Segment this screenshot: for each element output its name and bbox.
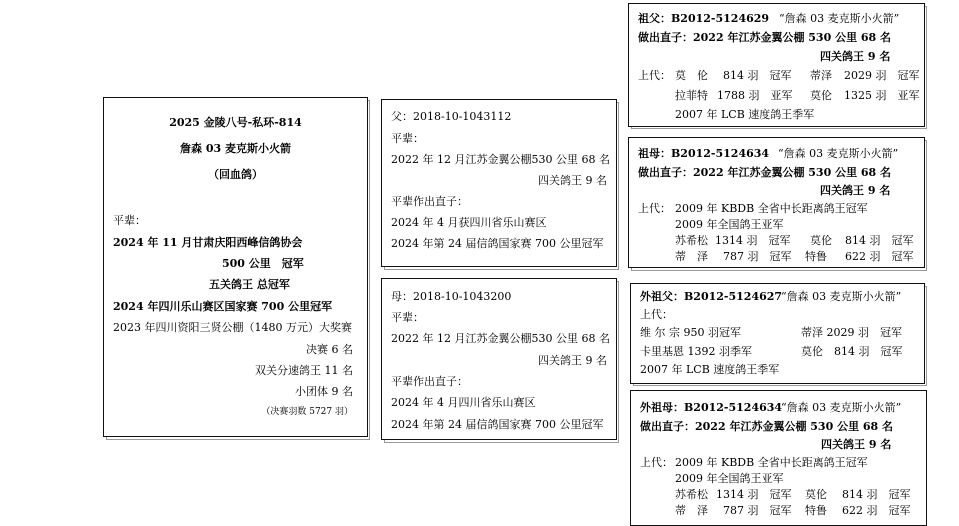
grandsire-ancestor: 拉菲特	[675, 89, 708, 102]
subject-extra: 小团体 9 名	[295, 385, 353, 398]
grandsire-ancestor: 2029 羽 冠军	[844, 69, 920, 82]
dam-child: 2024 年第 24 届信鸽国家赛 700 公里冠军	[391, 418, 604, 431]
subject-extra: 2023 年四川资阳三贤公棚（1480 万元）大奖赛	[113, 321, 352, 334]
maternal-granddam-child: 四关鸽王 9 名	[821, 438, 892, 451]
subject-note: （决赛羽数 5727 羽）	[261, 407, 353, 417]
sire-children-label: 平辈作出直子：	[391, 195, 468, 208]
sire-card	[381, 99, 617, 267]
grandsire-name: “詹森 03 麦克斯小火箭”	[779, 12, 900, 25]
maternal-granddam-ancestor: 787 羽 冠军	[723, 504, 792, 517]
granddam-ring: 祖母：B2012-5124634	[638, 147, 770, 160]
grandsire-ancestor: 1325 羽 亚军	[844, 89, 920, 102]
granddam-ancestor: 787 羽 冠军	[723, 250, 792, 263]
maternal-granddam-card	[630, 390, 927, 526]
sire-child: 2024 年 4 月获四川省乐山赛区	[391, 216, 547, 229]
maternal-grandsire-ancestor: 莫伦 814 羽 冠军	[801, 345, 903, 358]
grandsire-ancestor: 2007 年 LCB 速度鸽王季军	[675, 108, 815, 121]
maternal-grandsire-ancestor: 蒂泽 2029 羽 冠军	[801, 326, 902, 339]
grandsire-prefix: 上代：	[638, 69, 671, 82]
dam-children-label: 平辈作出直子：	[391, 375, 468, 388]
granddam-ancestor: 2009 年 KBDB 全省中长距离鸽王冠军	[675, 202, 868, 215]
maternal-grandsire-ancestor: 维 尔 宗 950 羽冠军	[640, 326, 741, 339]
sire-label: 平辈：	[391, 132, 424, 145]
subject-name: 詹森 03 麦克斯小火箭	[180, 142, 291, 155]
subject-win: 2024 年 11 月甘肃庆阳西峰信鸽协会	[113, 236, 303, 249]
dam-card	[381, 278, 617, 440]
maternal-grandsire-name: “詹森 03 麦克斯小火箭”	[781, 290, 902, 303]
maternal-granddam-ancestor: 2009 年 KBDB 全省中长距离鸽王冠军	[675, 456, 868, 469]
grandsire-child: 做出直子：2022 年江苏金翼公棚 530 公里 68 名	[638, 31, 892, 44]
sire-child: 2024 年第 24 届信鸽国家赛 700 公里冠军	[391, 237, 604, 250]
subject-ring: 2025 金陵八号-私环-814	[169, 116, 302, 129]
grandsire-ancestor: 莫 伦	[675, 69, 708, 82]
sire-line: 四关鸽王 9 名	[538, 174, 607, 187]
granddam-ancestor: 2009 年全国鸽王亚军	[675, 218, 784, 231]
sire-line: 2022 年 12 月江苏金翼公棚530 公里 68 名	[391, 153, 610, 166]
maternal-grandsire-ancestor: 2007 年 LCB 速度鸽王季军	[640, 363, 780, 376]
granddam-ancestor: 特鲁	[805, 250, 827, 263]
maternal-granddam-ring: 外祖母：B2012-5124634	[640, 401, 783, 414]
subject-win: 五关鸽王 总冠军	[209, 278, 290, 291]
maternal-grandsire-prefix: 上代：	[640, 308, 673, 321]
dam-line: 四关鸽王 9 名	[538, 354, 607, 367]
dam-line: 2022 年 12 月江苏金翼公棚530 公里 68 名	[391, 332, 610, 345]
sire-ring: 父：2018-10-1043112	[391, 110, 512, 123]
subject-win: 2024 年四川乐山赛区国家赛 700 公里冠军	[113, 300, 333, 313]
grandsire-card	[628, 3, 925, 127]
grandsire-ancestor: 莫伦	[810, 89, 832, 102]
subject-extra: 双关分速鸽王 11 名	[255, 364, 353, 377]
subject-type: （回血鸽）	[208, 168, 263, 181]
granddam-prefix: 上代：	[638, 202, 671, 215]
maternal-granddam-ancestor: 2009 年全国鸽王亚军	[675, 472, 784, 485]
subject-win: 500 公里 冠军	[222, 257, 304, 270]
maternal-granddam-ancestor: 814 羽 冠军	[842, 488, 911, 501]
maternal-granddam-ancestor: 1314 羽 冠军	[716, 488, 792, 501]
grandsire-child: 四关鸽王 9 名	[820, 50, 891, 63]
granddam-name: “詹森 03 麦克斯小火箭”	[778, 147, 899, 160]
maternal-granddam-prefix: 上代：	[640, 456, 673, 469]
maternal-granddam-ancestor: 莫伦	[805, 488, 827, 501]
granddam-child: 四关鸽王 9 名	[820, 184, 891, 197]
granddam-child: 做出直子：2022 年江苏金翼公棚 530 公里 68 名	[638, 166, 892, 179]
subject-card	[103, 97, 368, 437]
dam-label: 平辈：	[391, 311, 424, 324]
maternal-granddam-child: 做出直子：2022 年江苏金翼公棚 530 公里 68 名	[640, 420, 894, 433]
grandsire-ancestor: 814 羽 冠军	[723, 69, 792, 82]
granddam-ancestor: 蒂 泽	[675, 250, 708, 263]
subject-extra: 决赛 6 名	[306, 343, 353, 356]
dam-child: 2024 年 4 月四川省乐山赛区	[391, 396, 536, 409]
maternal-grandsire-ancestor: 卡里基恩 1392 羽季军	[640, 345, 752, 358]
granddam-ancestor: 1314 羽 冠军	[715, 234, 791, 247]
maternal-granddam-ancestor: 苏希松	[675, 488, 708, 501]
maternal-granddam-ancestor: 蒂 泽	[675, 504, 708, 517]
maternal-granddam-name: “詹森 03 麦克斯小火箭”	[781, 401, 902, 414]
subject-label: 平辈：	[113, 214, 146, 227]
grandsire-ancestor: 蒂泽	[810, 69, 832, 82]
granddam-ancestor: 苏希松	[675, 234, 708, 247]
grandsire-ancestor: 1788 羽 亚军	[717, 89, 793, 102]
maternal-grandsire-card	[630, 283, 925, 384]
maternal-granddam-ancestor: 特鲁	[805, 504, 827, 517]
granddam-ancestor: 814 羽 冠军	[845, 234, 914, 247]
dam-ring: 母：2018-10-1043200	[391, 290, 512, 303]
maternal-grandsire-ring: 外祖父：B2012-5124627	[640, 290, 783, 303]
granddam-ancestor: 622 羽 冠军	[845, 250, 914, 263]
granddam-card	[628, 137, 925, 268]
maternal-granddam-ancestor: 622 羽 冠军	[842, 504, 911, 517]
granddam-ancestor: 莫伦	[810, 234, 832, 247]
grandsire-ring: 祖父：B2012-5124629	[638, 12, 770, 25]
